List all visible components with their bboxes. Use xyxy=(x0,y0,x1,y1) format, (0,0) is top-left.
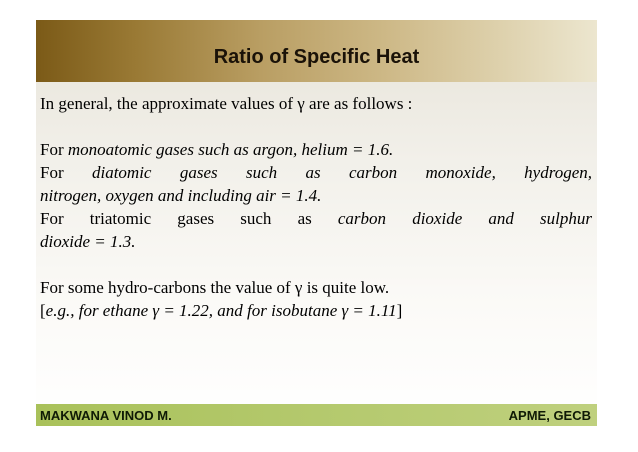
slide-body xyxy=(40,92,592,322)
example-text: e.g., for ethane γ = 1.22, and for isobutane γ = 1.11 xyxy=(45,301,397,320)
triatomic-prefix: For triatomic gases such as xyxy=(40,209,338,228)
spacer xyxy=(40,253,592,276)
triatomic-line-2: dioxide = 1.3. xyxy=(40,232,136,251)
slide xyxy=(36,20,597,426)
monoatomic-line xyxy=(40,138,592,161)
diatomic-line-1 xyxy=(40,161,592,184)
example-open-bracket: [ xyxy=(40,301,46,320)
diatomic-line-2: nitrogen, oxygen and including air = 1.4. xyxy=(40,186,322,205)
diatomic-text-1: diatomic gases such as carbon monoxide, hydrogen, xyxy=(91,163,593,182)
triatomic-line-1 xyxy=(40,207,592,230)
example-line xyxy=(40,299,592,322)
footer-bar xyxy=(36,404,597,426)
intro-line: In general, the approximate values of γ are as follows : xyxy=(40,94,413,113)
monoatomic-prefix: For xyxy=(40,140,68,159)
example-close-bracket: ] xyxy=(396,301,403,320)
triatomic-text-1: carbon dioxide and sulphur xyxy=(337,209,592,228)
spacer xyxy=(40,115,592,138)
diatomic-prefix: For xyxy=(40,163,92,182)
title-bar xyxy=(36,20,597,82)
monoatomic-text: monoatomic gases such as argon, helium = 1.6. xyxy=(67,140,394,159)
footer-author: MAKWANA VINOD M. xyxy=(40,408,172,423)
slide-title: Ratio of Specific Heat xyxy=(213,46,420,68)
hydrocarbon-line: For some hydro-carbons the value of γ is quite low. xyxy=(40,278,390,297)
footer-affiliation: APME, GECB xyxy=(508,408,591,423)
